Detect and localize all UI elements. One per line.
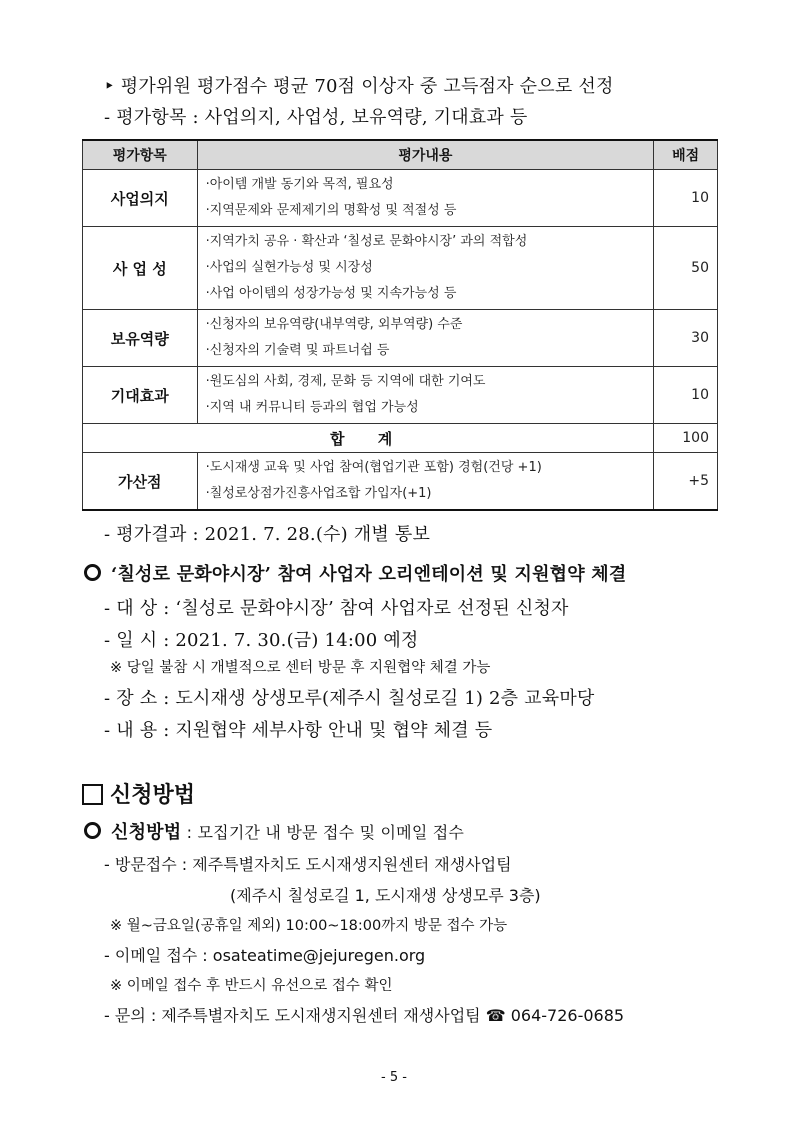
header-points: 배점	[654, 140, 718, 170]
total-points: 100	[654, 424, 718, 453]
evaluation-table	[82, 139, 718, 511]
bonus-item: ·칠성로상점가진흥사업조합 가입자(+1)	[205, 486, 432, 501]
row-content	[197, 310, 654, 367]
row-content	[197, 227, 654, 310]
row-content	[197, 367, 654, 424]
row-points: 50	[654, 227, 718, 310]
row-category: 보유역량	[83, 310, 198, 367]
row-content	[197, 170, 654, 227]
header-category: 평가항목	[83, 140, 198, 170]
row-category: 사업의지	[83, 170, 198, 227]
row-points: 10	[654, 367, 718, 424]
apply-email: - 이메일 접수 : osateatime@jejuregen.org	[104, 946, 426, 965]
bonus-points: +5	[654, 453, 718, 511]
orientation-heading	[84, 560, 627, 586]
row-item: ·지역문제와 문제제기의 명확성 및 적절성 등	[205, 203, 457, 218]
apply-visit-note: ※ 월~금요일(공휴일 제외) 10:00~18:00까지 방문 접수 가능	[110, 918, 508, 934]
row-item: ·원도심의 사회, 경제, 문화 등 지역에 대한 기여도	[205, 374, 486, 389]
orientation-target: - 대 상 : ‘칠성로 문화야시장’ 참여 사업자로 선정된 신청자	[104, 598, 569, 619]
header-content: 평가내용	[197, 140, 654, 170]
orientation-place: - 장 소 : 도시재생 상생모루(제주시 칠성로길 1) 2층 교육마당	[104, 688, 595, 709]
apply-email-note: ※ 이메일 접수 후 반드시 유선으로 접수 확인	[110, 978, 393, 994]
table-row	[83, 227, 718, 310]
total-row	[83, 424, 718, 453]
section-square-icon	[82, 784, 103, 805]
apply-visit: - 방문접수 : 제주특별자치도 도시재생지원센터 재생사업팀	[104, 855, 512, 874]
orientation-heading-text: ‘칠성로 문화야시장’ 참여 사업자 오리엔테이션 및 지원협약 체결	[111, 564, 627, 585]
row-item: ·신청자의 기술력 및 파트너쉽 등	[205, 343, 390, 358]
total-label: 합 계	[83, 424, 654, 453]
evaluation-items-line: - 평가항목 : 사업의지, 사업성, 보유역량, 기대효과 등	[104, 107, 528, 128]
apply-method-label: 신청방법	[111, 822, 182, 843]
table-row	[83, 170, 718, 227]
bonus-row	[83, 453, 718, 511]
evaluation-result-line: - 평가결과 : 2021. 7. 28.(수) 개별 통보	[104, 524, 431, 545]
orientation-note: ※ 당일 불참 시 개별적으로 센터 방문 후 지원협약 체결 가능	[110, 660, 491, 676]
page-number: - 5 -	[381, 1070, 407, 1085]
row-item: ·신청자의 보유역량(내부역량, 외부역량) 수준	[205, 317, 463, 332]
apply-method-line	[84, 818, 464, 844]
row-points: 30	[654, 310, 718, 367]
row-category: 기대효과	[83, 367, 198, 424]
bonus-item: ·도시재생 교육 및 사업 참여(협업기관 포함) 경험(건당 +1)	[205, 460, 542, 475]
bonus-content	[197, 453, 654, 511]
orientation-content: - 내 용 : 지원협약 세부사항 안내 및 협약 체결 등	[104, 720, 493, 741]
bonus-category: 가산점	[83, 453, 198, 511]
row-item: ·아이템 개발 동기와 목적, 필요성	[205, 177, 394, 192]
table-row	[83, 367, 718, 424]
row-category: 사 업 성	[83, 227, 198, 310]
orientation-date: - 일 시 : 2021. 7. 30.(금) 14:00 예정	[104, 630, 419, 651]
circle-bullet-icon	[84, 564, 101, 581]
section-title: 신청방법	[110, 782, 196, 808]
row-item: ·지역가치 공유 · 확산과 ‘칠성로 문화야시장’ 과의 적합성	[205, 234, 528, 249]
apply-contact: - 문의 : 제주특별자치도 도시재생지원센터 재생사업팀 ☎ 064-726-0685	[104, 1006, 625, 1025]
row-item: ·사업의 실현가능성 및 시장성	[205, 260, 373, 275]
row-points: 10	[654, 170, 718, 227]
selection-criteria-line: ‣ 평가위원 평가점수 평균 70점 이상자 중 고득점자 순으로 선정	[104, 76, 614, 97]
apply-visit-address: (제주시 칠성로길 1, 도시재생 상생모루 3층)	[230, 886, 541, 905]
table-header-row	[83, 140, 718, 170]
row-item: ·사업 아이템의 성장가능성 및 지속가능성 등	[205, 286, 457, 301]
circle-bullet-icon	[84, 822, 101, 839]
apply-method-text: : 모집기간 내 방문 접수 및 이메일 접수	[181, 823, 465, 842]
table-row	[83, 310, 718, 367]
row-item: ·지역 내 커뮤니티 등과의 협업 가능성	[205, 400, 419, 415]
